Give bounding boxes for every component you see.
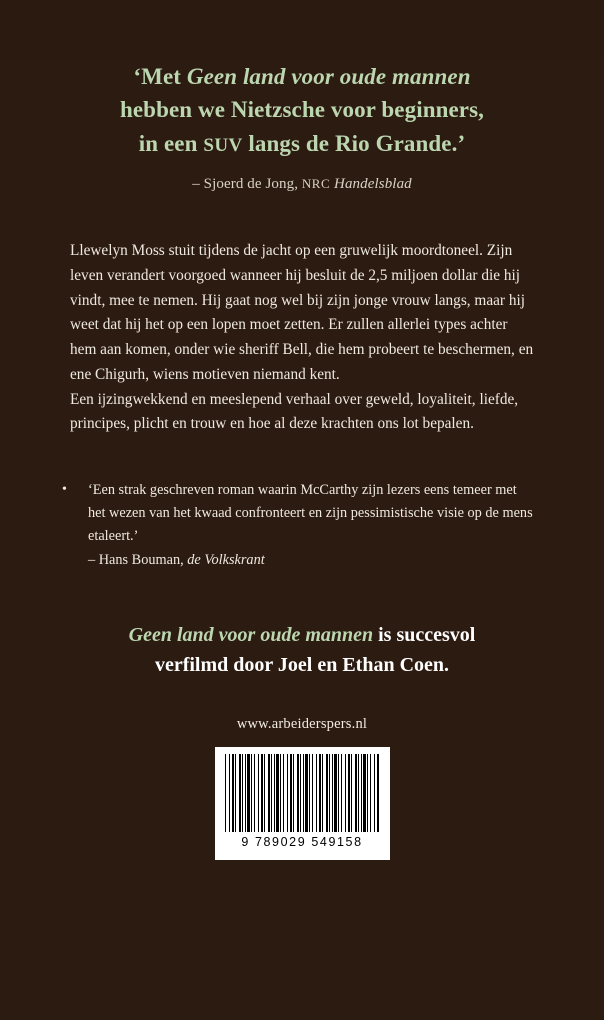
barcode-container	[70, 747, 534, 860]
blurb-paragraph-2: Een ijzingwekkend en meeslepend verhaal over geweld, loyaliteit, liefde, principes, plicht en trouw en hoe al deze krachten ons lot bepalen.	[70, 390, 519, 433]
film-note-title: Geen land voor oude mannen	[128, 623, 374, 646]
press-quote-bullet-icon: •	[62, 482, 67, 498]
film-note-line-2: verfilmd door Joel en Ethan Coen.	[154, 653, 450, 676]
publisher-website[interactable]: www.arbeiderspers.nl	[236, 715, 368, 732]
blurb-paragraph-1: Llewelyn Moss stuit tijdens de jacht op een gruwelijk moordtoneel. Zijn leven verandert voorgoed wanneer hij besluit de 2,5 miljoen dollar die hij vindt, mee te nemen. Hij gaat nog wel bij zijn jonge vrouw langs, maar hij weet dat hij het op een lopen moet zetten. Er zullen allerlei types achter hem aan komen, onder wie sheriff Bell, die hem probeert te beschermen, en ene Chigurh, wiens motieven niemand kent.	[70, 242, 534, 383]
barcode-bars	[225, 754, 380, 832]
film-note	[70, 620, 534, 680]
press-quote-text: ‘Een strak geschreven roman waarin McCarthy zijn lezers eens temeer met het wezen van het kwaad confronteert en zijn pessimistische visie op de mens etaleert.’	[88, 482, 533, 545]
press-quote-source-publication: de Volkskrant	[187, 551, 265, 568]
attribution-author: – Sjoerd de Jong,	[192, 176, 302, 193]
pull-quote-line-1-prefix: ‘Met	[133, 64, 187, 89]
film-note-line-1-suffix: is succesvol	[373, 623, 476, 646]
pull-quote-line-3-suffix: langs de Rio Grande.’	[242, 130, 466, 156]
pull-quote-line-3-prefix: in een	[138, 130, 204, 156]
press-quote-source-author: – Hans Bouman,	[88, 551, 188, 568]
pull-quote-line-1	[70, 60, 534, 93]
barcode-number: 9 789029 549158	[241, 834, 363, 849]
attribution-nrc: NRC	[301, 176, 331, 192]
pull-quote	[70, 60, 534, 160]
film-note-line-1	[70, 620, 534, 650]
pull-quote-attribution	[70, 176, 534, 193]
pull-quote-suv: SUV	[203, 134, 243, 156]
press-quote-source	[78, 549, 534, 572]
book-back-cover	[0, 60, 604, 1020]
pull-quote-line-3	[70, 127, 534, 160]
blurb	[70, 239, 534, 437]
attribution-publication: Handelsblad	[330, 176, 412, 193]
press-quote	[62, 479, 534, 572]
pull-quote-book-title: Geen land voor oude mannen	[186, 64, 471, 89]
barcode	[215, 747, 390, 860]
pull-quote-line-2: hebben we Nietzsche voor beginners,	[119, 97, 485, 123]
